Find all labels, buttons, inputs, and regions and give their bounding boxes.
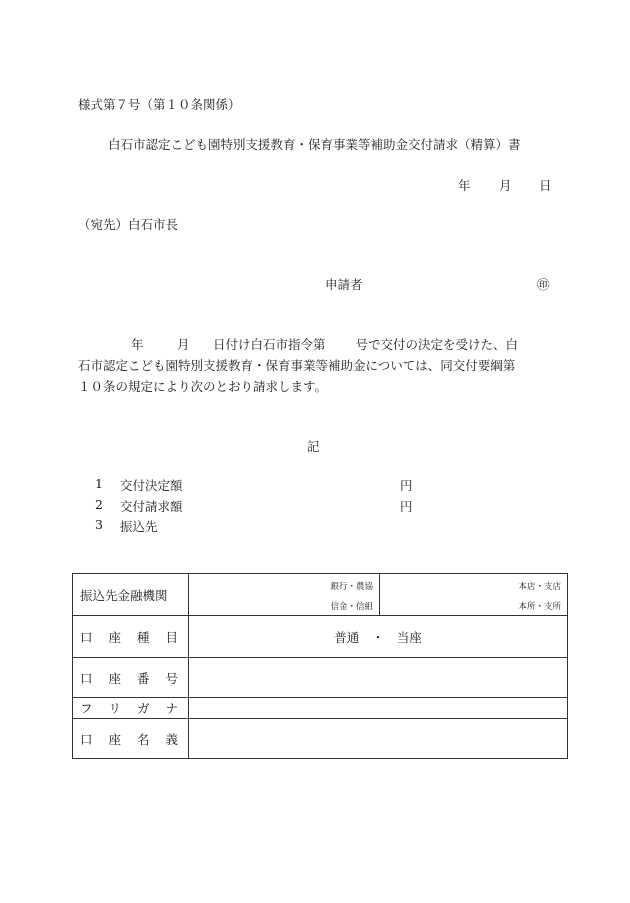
account-name-label: 口 座 名 義 bbox=[73, 719, 189, 759]
bank-type-1: 銀行・農協 bbox=[330, 582, 373, 592]
date-month: 月 bbox=[499, 178, 512, 193]
request-paragraph bbox=[78, 334, 550, 397]
bank-transfer-table bbox=[72, 573, 568, 759]
branch-type-2: 本所・支所 bbox=[518, 602, 561, 612]
body-line3: １０条の規定により次のとおり請求します。 bbox=[78, 379, 328, 394]
branch-type-1: 本店・支店 bbox=[518, 582, 561, 592]
applicant-label: 申請者 bbox=[325, 277, 363, 292]
furigana-field[interactable] bbox=[189, 698, 568, 719]
date-day: 日 bbox=[539, 178, 552, 193]
item-1-label: 交付決定額 bbox=[120, 478, 183, 493]
body-text2: 号で交付の決定を受けた、白 bbox=[355, 337, 519, 352]
institution-label: 振込先金融機関 bbox=[73, 574, 189, 616]
account-type-value[interactable]: 普通 ・ 当座 bbox=[189, 616, 568, 658]
seal-mark: ㊞ bbox=[537, 277, 550, 292]
account-type-label: 口 座 種 目 bbox=[73, 616, 189, 658]
account-number-field[interactable] bbox=[189, 658, 568, 698]
bank-type-cell[interactable] bbox=[189, 574, 380, 616]
item-3-label: 振込先 bbox=[120, 519, 158, 534]
branch-type-cell[interactable] bbox=[380, 574, 568, 616]
form-number: 様式第７号（第１０条関係） bbox=[78, 97, 241, 112]
account-name-field[interactable] bbox=[189, 719, 568, 759]
body-month: 月 bbox=[177, 337, 190, 352]
account-number-label: 口 座 番 号 bbox=[73, 658, 189, 698]
item-3-number: 3 bbox=[95, 517, 103, 532]
body-text1: 日付け白石市指令第 bbox=[213, 337, 326, 352]
date-year: 年 bbox=[458, 178, 471, 193]
document-title: 白石市認定こども園特別支援教育・保育事業等補助金交付請求（精算）書 bbox=[108, 137, 521, 152]
furigana-label: フ リ ガ ナ bbox=[73, 698, 189, 719]
bank-type-2: 信金・信組 bbox=[330, 602, 373, 612]
item-2-unit: 円 bbox=[400, 499, 413, 514]
ki-heading: 記 bbox=[307, 439, 320, 454]
item-1-unit: 円 bbox=[400, 478, 413, 493]
body-line2: 石市認定こども園特別支援教育・保育事業等補助金については、同交付要綱第 bbox=[78, 358, 516, 373]
item-2-label: 交付請求額 bbox=[120, 499, 183, 514]
body-year: 年 bbox=[131, 337, 144, 352]
item-2-number: 2 bbox=[95, 497, 103, 512]
item-1-number: 1 bbox=[95, 476, 103, 491]
addressee: （宛先）白石市長 bbox=[78, 217, 179, 232]
